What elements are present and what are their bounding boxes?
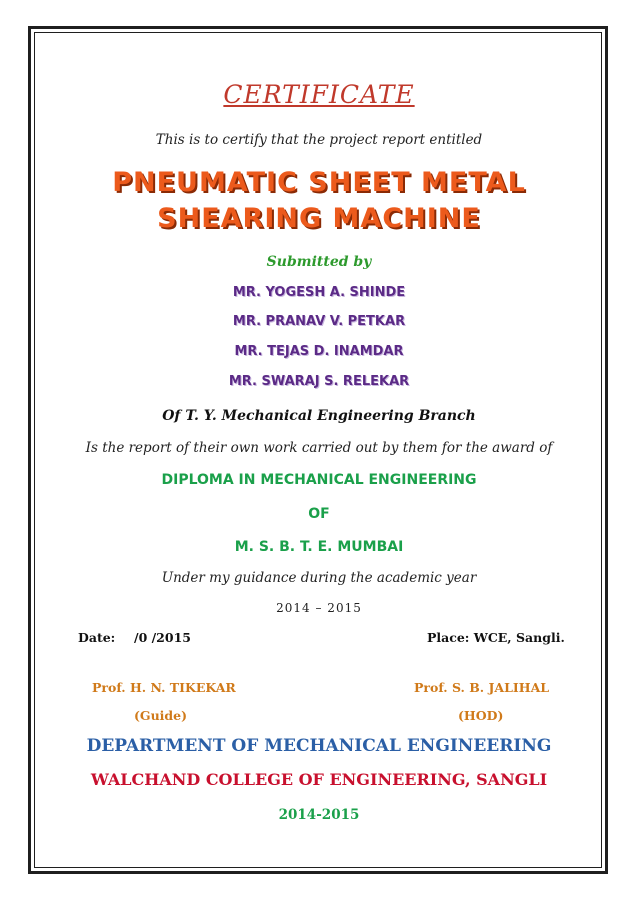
academic-year: 2014 – 2015 [276,601,362,615]
intro-text: This is to certify that the project report entitled [155,132,483,148]
footer-years: 2014-2015 [278,807,360,823]
branch-text: Of T. Y. Mechanical Engineering Branch [162,408,476,424]
college-name: WALCHAND COLLEGE OF ENGINEERING, SANGLI [90,770,548,789]
hod-name: Prof. S. B. JALIHAL [414,680,550,695]
award-statement: Is the report of their own work carried out by them for the award of [85,440,553,456]
date-value: /0 /2015 [134,630,191,645]
student-name: MR. PRANAV V. PETKAR [232,314,406,329]
student-name: MR. TEJAS D. INAMDAR [234,344,404,359]
guide-name: Prof. H. N. TIKEKAR [92,680,236,695]
project-title-line-1: PNEUMATIC SHEET METAL [112,167,526,198]
diploma-title: DIPLOMA IN MECHANICAL ENGINEERING [161,472,477,488]
date-label: Date: [78,630,116,645]
guidance-text: Under my guidance during the academic year [161,570,477,586]
certificate-title: CERTIFICATE [223,80,415,109]
department-name: DEPARTMENT OF MECHANICAL ENGINEERING [86,736,552,756]
place-text: Place: WCE, Sangli. [427,630,565,645]
student-name: MR. YOGESH A. SHINDE [232,285,406,300]
submitted-by-label: Submitted by [266,254,372,270]
board-name: M. S. B. T. E. MUMBAI [234,539,404,555]
student-name: MR. SWARAJ S. RELEKAR [228,374,410,389]
project-title-line-2: SHEARING MACHINE [157,203,481,234]
guide-role: (Guide) [134,708,188,723]
of-text: OF [308,506,330,522]
hod-role: (HOD) [458,708,504,723]
